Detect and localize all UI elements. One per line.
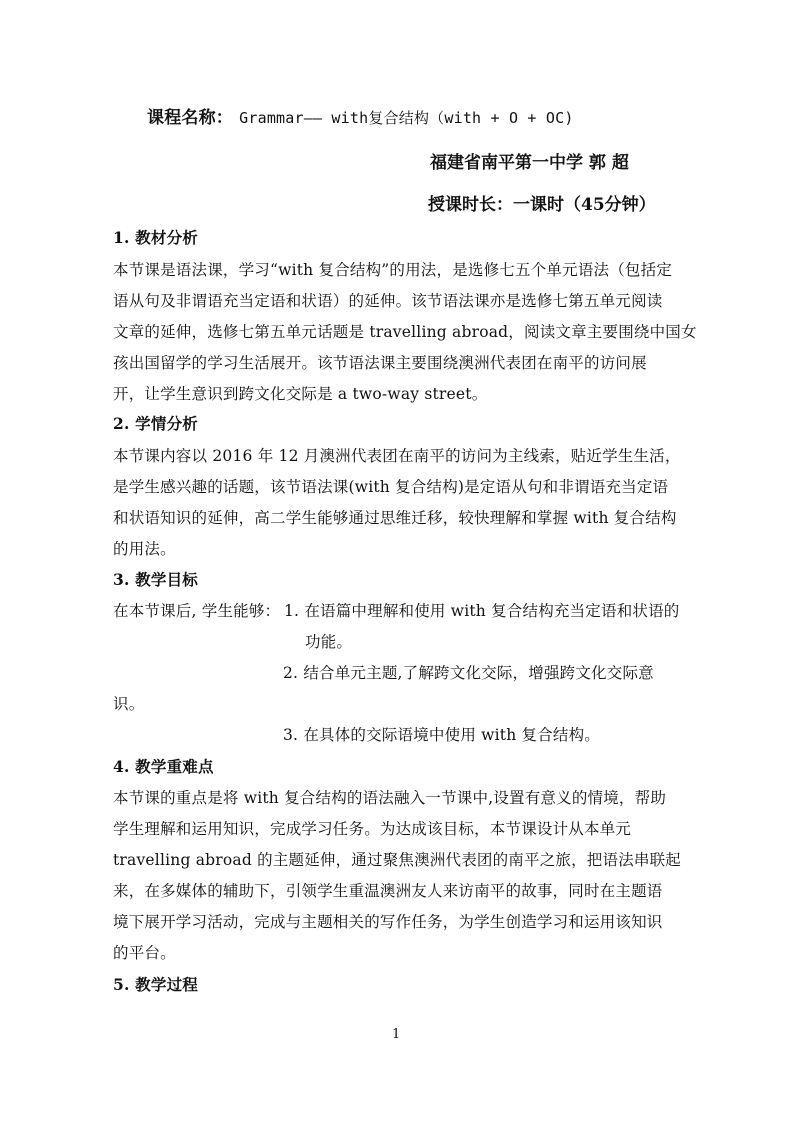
section-1-line: 文章的延伸，选修七第五单元话题是 travelling abroad，阅读文章主要围绕中国女 [113, 323, 697, 341]
school-author: 福建省南平第一中学 郭 超 [430, 153, 629, 173]
section-4-line: travelling abroad 的主题延伸，通过聚焦澳洲代表团的南平之旅，把语法串联起 [113, 851, 682, 869]
section-4-line: 学生理解和运用知识，完成学习任务。为达成该目标，本节课设计从本单元 [113, 820, 632, 838]
section-2-heading: 2. 学情分析 [113, 414, 198, 433]
section-1-line: 孩出国留学的学习生活展开。该节语法课主要围绕澳洲代表团在南平的访问展 [113, 354, 647, 372]
goal-2-line-a: 2. 结合单元主题,了解跨文化交际，增强跨文化交际意 [283, 664, 654, 682]
section-2-line: 是学生感兴趣的话题，该节语法课(with 复合结构)是定语从句和非谓语充当定语 [113, 478, 669, 496]
section-2-line: 的用法。 [113, 540, 176, 558]
page-number: 1 [392, 1027, 401, 1042]
section-4-line: 来，在多媒体的辅助下，引领学生重温澳洲友人来访南平的故事，同时在主题语 [113, 882, 663, 900]
goal-3-line: 3. 在具体的交际语境中使用 with 复合结构。 [283, 726, 601, 744]
section-3-intro: 在本节课后, 学生能够： [113, 602, 281, 620]
section-4-line: 境下展开学习活动，完成与主题相关的写作任务，为学生创造学习和运用该知识 [113, 913, 663, 931]
goal-1-line-a: 1. 在语篇中理解和使用 with 复合结构充当定语和状语的 [284, 602, 680, 620]
section-5-heading: 5. 教学过程 [113, 975, 198, 994]
goal-1-line-b: 功能。 [305, 633, 353, 651]
section-1-line: 本节课是语法课，学习“with 复合结构”的用法，是选修七五个单元语法（包括定 [113, 261, 673, 279]
course-title [147, 108, 574, 128]
section-1-heading: 1. 教材分析 [113, 228, 198, 247]
course-title-label: 课程名称： [147, 108, 233, 128]
section-4-heading: 4. 教学重难点 [113, 757, 214, 776]
section-2-line: 和状语知识的延伸，高二学生能够通过思维迁移，较快理解和掌握 with 复合结构 [113, 509, 677, 527]
course-title-name: Grammar—— with复合结构（with + O + OC) [239, 109, 574, 127]
section-2-line: 本节课内容以 2016 年 12 月澳洲代表团在南平的访问为主线索，贴近学生生活， [113, 447, 681, 465]
lesson-duration: 授课时长：一课时（45分钟） [428, 195, 656, 215]
section-1-line: 开，让学生意识到跨文化交际是 a two-way street。 [113, 385, 488, 403]
section-3-heading: 3. 教学目标 [113, 570, 198, 589]
goal-2-line-b: 识。 [113, 695, 145, 713]
section-4-line: 本节课的重点是将 with 复合结构的语法融入一节课中,设置有意义的情境，帮助 [113, 789, 667, 807]
section-1-line: 语从句及非谓语充当定语和状语）的延伸。该节语法课亦是选修七第五单元阅读 [113, 292, 663, 310]
section-4-line: 的平台。 [113, 944, 176, 962]
